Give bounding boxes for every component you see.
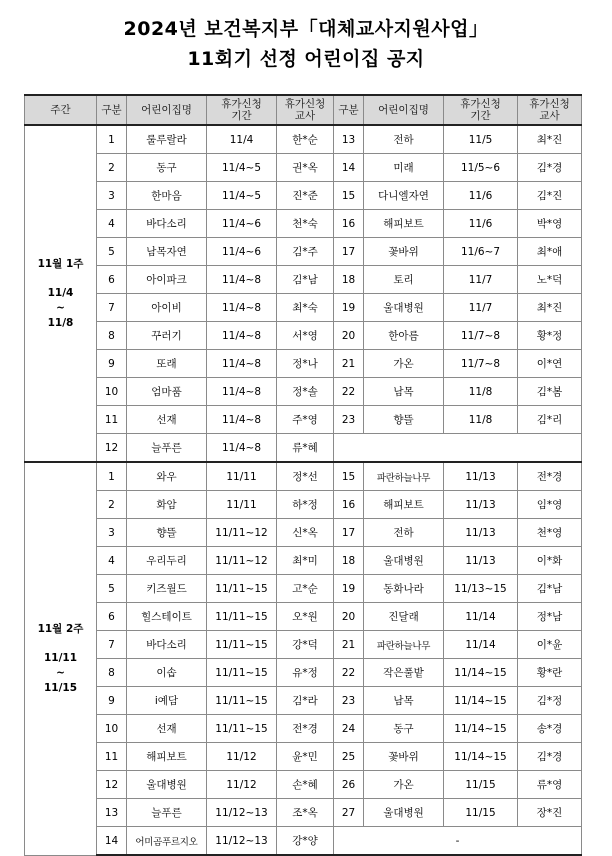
cell-left-period: 11/11~15 [207, 715, 277, 743]
cell-left-center: 선재 [127, 715, 207, 743]
cell-left-center: 엄마품 [127, 378, 207, 406]
cell-right-period: 11/8 [444, 378, 518, 406]
cell-right-no: 14 [334, 154, 364, 182]
cell-left-center: 해피보트 [127, 743, 207, 771]
cell-left-center: 동구 [127, 154, 207, 182]
cell-right-center: 가온 [364, 350, 444, 378]
cell-right-period: 11/8 [444, 406, 518, 434]
cell-right-teacher: 송*경 [518, 715, 582, 743]
table-row [25, 294, 582, 322]
cell-left-teacher: 윤*민 [277, 743, 334, 771]
cell-right-center: 다니엘자연 [364, 182, 444, 210]
cell-left-teacher: 진*준 [277, 182, 334, 210]
cell-left-no: 5 [97, 575, 127, 603]
cell-left-center: 한마음 [127, 182, 207, 210]
table-row [25, 799, 582, 827]
cell-right-center: 파란하늘나무 [364, 462, 444, 491]
cell-left-center: i예담 [127, 687, 207, 715]
cell-left-center: 향뜰 [127, 519, 207, 547]
cell-right-center: 미래 [364, 154, 444, 182]
cell-left-no: 4 [97, 210, 127, 238]
title-line-2: 11회기 선정 어린이집 공지 [187, 48, 425, 70]
cell-left-teacher: 김*라 [277, 687, 334, 715]
cell-left-period: 11/12~13 [207, 827, 277, 856]
cell-right-center: 토리 [364, 266, 444, 294]
schedule-table [24, 94, 582, 856]
header-period-left-line1: 휴가신청 [221, 98, 262, 110]
cell-left-teacher: 정*나 [277, 350, 334, 378]
cell-right-teacher: 최*애 [518, 238, 582, 266]
cell-left-no: 4 [97, 547, 127, 575]
table-row [25, 154, 582, 182]
cell-right-no: 13 [334, 125, 364, 154]
cell-left-teacher: 김*남 [277, 266, 334, 294]
cell-left-period: 11/4~5 [207, 182, 277, 210]
cell-left-teacher: 최*숙 [277, 294, 334, 322]
cell-left-period: 11/4~6 [207, 238, 277, 266]
cell-right-no: 16 [334, 491, 364, 519]
cell-left-period: 11/4~8 [207, 434, 277, 463]
cell-right-period: 11/14~15 [444, 687, 518, 715]
table-row [25, 182, 582, 210]
cell-left-no: 12 [97, 434, 127, 463]
cell-left-period: 11/4~6 [207, 210, 277, 238]
cell-left-teacher: 주*영 [277, 406, 334, 434]
cell-right-period: 11/7 [444, 266, 518, 294]
table-row [25, 519, 582, 547]
cell-right-period: 11/14~15 [444, 743, 518, 771]
cell-right-center: 울대병원 [364, 799, 444, 827]
cell-left-period: 11/4~8 [207, 406, 277, 434]
cell-right-teacher: 최*진 [518, 294, 582, 322]
cell-right-no: 15 [334, 182, 364, 210]
cell-left-period: 11/11~15 [207, 603, 277, 631]
cell-left-no: 6 [97, 603, 127, 631]
cell-left-no: 2 [97, 154, 127, 182]
cell-left-center: 남목자연 [127, 238, 207, 266]
cell-right-center: 파란하늘나무 [364, 631, 444, 659]
cell-right-period: 11/6 [444, 182, 518, 210]
cell-right-teacher: 김*리 [518, 406, 582, 434]
cell-right-period: 11/13 [444, 547, 518, 575]
table-row [25, 743, 582, 771]
cell-right-period: 11/6 [444, 210, 518, 238]
cell-left-center: 아이비 [127, 294, 207, 322]
table-row [25, 715, 582, 743]
cell-left-no: 11 [97, 743, 127, 771]
cell-left-teacher: 정*솔 [277, 378, 334, 406]
cell-left-period: 11/4~8 [207, 322, 277, 350]
cell-right-no: 26 [334, 771, 364, 799]
week-label: 11월 2주 [37, 622, 84, 635]
cell-left-center: 바다소리 [127, 631, 207, 659]
cell-left-period: 11/4 [207, 125, 277, 154]
table-row [25, 266, 582, 294]
cell-right-period: 11/13 [444, 462, 518, 491]
header-teacher-right-line1: 휴가신청 [529, 98, 570, 110]
cell-right-teacher: 최*진 [518, 125, 582, 154]
cell-right-center: 남목 [364, 687, 444, 715]
week-from: 11/11 [43, 651, 78, 664]
table-row [25, 659, 582, 687]
header-period-right [444, 95, 518, 125]
table-row [25, 125, 582, 154]
cell-left-center: 꾸러기 [127, 322, 207, 350]
cell-right-teacher: 박*영 [518, 210, 582, 238]
cell-right-center: 가온 [364, 771, 444, 799]
week-cell [25, 125, 97, 462]
cell-right-center: 울대병원 [364, 294, 444, 322]
cell-left-period: 11/11~15 [207, 575, 277, 603]
header-center-right: 어린이집명 [364, 95, 444, 125]
table-row [25, 771, 582, 799]
cell-left-teacher: 한*순 [277, 125, 334, 154]
cell-left-no: 10 [97, 378, 127, 406]
cell-right-center: 꽃바위 [364, 238, 444, 266]
cell-right-period: 11/15 [444, 771, 518, 799]
cell-right-period: 11/14 [444, 631, 518, 659]
table-row [25, 687, 582, 715]
cell-right-teacher: 김*정 [518, 687, 582, 715]
cell-right-no: 27 [334, 799, 364, 827]
cell-right-teacher: 전*경 [518, 462, 582, 491]
cell-right-no: 23 [334, 406, 364, 434]
cell-right-no: 18 [334, 266, 364, 294]
header-period-right-line1: 휴가신청 [460, 98, 501, 110]
cell-right-period: 11/14 [444, 603, 518, 631]
cell-left-center: 바다소리 [127, 210, 207, 238]
cell-right-center: 진달래 [364, 603, 444, 631]
cell-right-period: 11/14~15 [444, 659, 518, 687]
cell-right-teacher: 류*영 [518, 771, 582, 799]
cell-right-no: 24 [334, 715, 364, 743]
cell-left-no: 10 [97, 715, 127, 743]
cell-left-period: 11/11 [207, 491, 277, 519]
week-label: 11월 1주 [37, 257, 84, 270]
table-row [25, 603, 582, 631]
cell-left-center: 힐스테이트 [127, 603, 207, 631]
cell-left-teacher: 조*옥 [277, 799, 334, 827]
cell-right-no: 19 [334, 294, 364, 322]
table-row [25, 210, 582, 238]
header-teacher-right [518, 95, 582, 125]
cell-left-teacher: 강*양 [277, 827, 334, 856]
cell-right-no: 20 [334, 322, 364, 350]
week-to: 11/8 [47, 316, 74, 329]
cell-left-center: 우리두리 [127, 547, 207, 575]
cell-left-period: 11/11~15 [207, 631, 277, 659]
cell-left-no: 7 [97, 294, 127, 322]
cell-left-teacher: 오*원 [277, 603, 334, 631]
cell-left-center: 와우 [127, 462, 207, 491]
cell-left-center: 아이파크 [127, 266, 207, 294]
header-period-left-line2: 기간 [231, 110, 252, 122]
cell-left-center: 울대병원 [127, 771, 207, 799]
cell-right-period: 11/7 [444, 294, 518, 322]
cell-right-center: 동구 [364, 715, 444, 743]
table-row [25, 827, 582, 856]
cell-left-no: 11 [97, 406, 127, 434]
header-no-right: 구분 [334, 95, 364, 125]
cell-right-period: 11/5 [444, 125, 518, 154]
header-teacher-right-line2: 교사 [539, 110, 560, 122]
cell-right-teacher: 노*덕 [518, 266, 582, 294]
cell-left-teacher: 고*순 [277, 575, 334, 603]
cell-right-no: 15 [334, 462, 364, 491]
table-row [25, 462, 582, 491]
cell-left-center: 선재 [127, 406, 207, 434]
cell-left-no: 1 [97, 125, 127, 154]
cell-right-teacher: 김*봄 [518, 378, 582, 406]
cell-right-no: 22 [334, 659, 364, 687]
header-row [25, 95, 582, 125]
table-row [25, 547, 582, 575]
header-period-right-line2: 기간 [470, 110, 491, 122]
cell-left-period: 11/4~8 [207, 378, 277, 406]
cell-right-center: 해피보트 [364, 210, 444, 238]
header-week: 주간 [25, 95, 97, 125]
cell-left-no: 2 [97, 491, 127, 519]
cell-left-period: 11/11~15 [207, 687, 277, 715]
cell-right-no: 17 [334, 519, 364, 547]
cell-right-center: 남목 [364, 378, 444, 406]
cell-right-period: 11/6~7 [444, 238, 518, 266]
cell-right-no: 18 [334, 547, 364, 575]
cell-right-no: 23 [334, 687, 364, 715]
cell-right-center: 동화나라 [364, 575, 444, 603]
cell-right-center: 한아름 [364, 322, 444, 350]
cell-left-no: 12 [97, 771, 127, 799]
cell-left-period: 11/12 [207, 771, 277, 799]
cell-left-no: 14 [97, 827, 127, 856]
table-row [25, 238, 582, 266]
cell-left-no: 8 [97, 322, 127, 350]
cell-right-teacher: 황*란 [518, 659, 582, 687]
table-row [25, 350, 582, 378]
cell-right-teacher: 이*화 [518, 547, 582, 575]
cell-left-period: 11/4~8 [207, 350, 277, 378]
cell-left-teacher: 신*옥 [277, 519, 334, 547]
cell-left-no: 13 [97, 799, 127, 827]
table-row [25, 631, 582, 659]
cell-right-center: 향뜰 [364, 406, 444, 434]
week-from: 11/4 [47, 286, 74, 299]
cell-right-teacher: 장*진 [518, 799, 582, 827]
cell-right-teacher: 이*윤 [518, 631, 582, 659]
cell-left-period: 11/4~8 [207, 266, 277, 294]
cell-left-teacher: 류*혜 [277, 434, 334, 463]
cell-right-center: 해피보트 [364, 491, 444, 519]
cell-left-period: 11/11~15 [207, 659, 277, 687]
cell-right-teacher: 정*남 [518, 603, 582, 631]
cell-right-empty [334, 434, 582, 463]
cell-left-teacher: 최*미 [277, 547, 334, 575]
cell-left-center: 이솝 [127, 659, 207, 687]
cell-left-no: 6 [97, 266, 127, 294]
cell-left-period: 11/12~13 [207, 799, 277, 827]
cell-right-center: 울대병원 [364, 547, 444, 575]
table-row [25, 575, 582, 603]
cell-left-teacher: 천*숙 [277, 210, 334, 238]
cell-left-period: 11/4~5 [207, 154, 277, 182]
cell-right-teacher: 천*영 [518, 519, 582, 547]
cell-left-center: 늘푸른 [127, 434, 207, 463]
cell-right-period: 11/13~15 [444, 575, 518, 603]
table-row [25, 491, 582, 519]
cell-left-teacher: 유*정 [277, 659, 334, 687]
cell-right-center: 꽃바위 [364, 743, 444, 771]
cell-right-teacher: 김*경 [518, 743, 582, 771]
cell-right-no: 22 [334, 378, 364, 406]
table-row [25, 406, 582, 434]
cell-left-period: 11/11~12 [207, 547, 277, 575]
week-cell [25, 462, 97, 855]
table-row [25, 434, 582, 463]
cell-left-no: 9 [97, 350, 127, 378]
cell-left-teacher: 하*정 [277, 491, 334, 519]
cell-left-teacher: 전*경 [277, 715, 334, 743]
cell-left-center: 늘푸른 [127, 799, 207, 827]
cell-left-period: 11/11~12 [207, 519, 277, 547]
cell-right-no: 17 [334, 238, 364, 266]
cell-right-teacher: 이*연 [518, 350, 582, 378]
cell-left-center: 어미곰푸르지오 [127, 827, 207, 856]
document-title [0, 14, 612, 74]
header-no-left: 구분 [97, 95, 127, 125]
cell-left-center: 키즈월드 [127, 575, 207, 603]
table-row [25, 322, 582, 350]
cell-right-dash: - [334, 827, 582, 856]
cell-right-no: 20 [334, 603, 364, 631]
cell-left-no: 7 [97, 631, 127, 659]
header-center-left: 어린이집명 [127, 95, 207, 125]
cell-right-period: 11/7~8 [444, 350, 518, 378]
cell-left-teacher: 손*혜 [277, 771, 334, 799]
cell-right-center: 작은풀밭 [364, 659, 444, 687]
cell-left-period: 11/11 [207, 462, 277, 491]
cell-right-no: 21 [334, 631, 364, 659]
header-teacher-left-line1: 휴가신청 [284, 98, 326, 110]
cell-right-teacher: 김*경 [518, 154, 582, 182]
cell-right-period: 11/7~8 [444, 322, 518, 350]
week-tilde: ~ [56, 666, 65, 679]
cell-left-center: 또래 [127, 350, 207, 378]
cell-right-period: 11/13 [444, 519, 518, 547]
cell-left-no: 9 [97, 687, 127, 715]
header-teacher-left [277, 95, 334, 125]
cell-left-no: 5 [97, 238, 127, 266]
week-tilde: ~ [56, 301, 65, 314]
table-row [25, 378, 582, 406]
cell-right-center: 전하 [364, 125, 444, 154]
cell-left-no: 3 [97, 182, 127, 210]
week-to: 11/15 [43, 681, 78, 694]
cell-right-teacher: 황*정 [518, 322, 582, 350]
cell-left-period: 11/12 [207, 743, 277, 771]
cell-right-no: 19 [334, 575, 364, 603]
cell-left-no: 3 [97, 519, 127, 547]
cell-left-teacher: 서*영 [277, 322, 334, 350]
title-line-1: 2024년 보건복지부「대체교사지원사업」 [123, 18, 489, 40]
cell-left-no: 1 [97, 462, 127, 491]
cell-right-period: 11/13 [444, 491, 518, 519]
cell-left-center: 룰루랄라 [127, 125, 207, 154]
cell-left-no: 8 [97, 659, 127, 687]
cell-right-no: 25 [334, 743, 364, 771]
cell-right-period: 11/14~15 [444, 715, 518, 743]
cell-right-period: 11/5~6 [444, 154, 518, 182]
cell-right-teacher: 김*남 [518, 575, 582, 603]
cell-right-no: 21 [334, 350, 364, 378]
cell-left-teacher: 김*주 [277, 238, 334, 266]
cell-right-period: 11/15 [444, 799, 518, 827]
cell-right-no: 16 [334, 210, 364, 238]
cell-left-teacher: 정*선 [277, 462, 334, 491]
schedule-body [25, 125, 582, 855]
cell-left-period: 11/4~8 [207, 294, 277, 322]
header-period-left [207, 95, 277, 125]
cell-right-center: 전하 [364, 519, 444, 547]
cell-right-teacher: 임*영 [518, 491, 582, 519]
cell-left-center: 화암 [127, 491, 207, 519]
cell-left-teacher: 강*덕 [277, 631, 334, 659]
cell-right-teacher: 김*진 [518, 182, 582, 210]
cell-left-teacher: 권*옥 [277, 154, 334, 182]
header-teacher-left-line2: 교사 [294, 110, 316, 122]
